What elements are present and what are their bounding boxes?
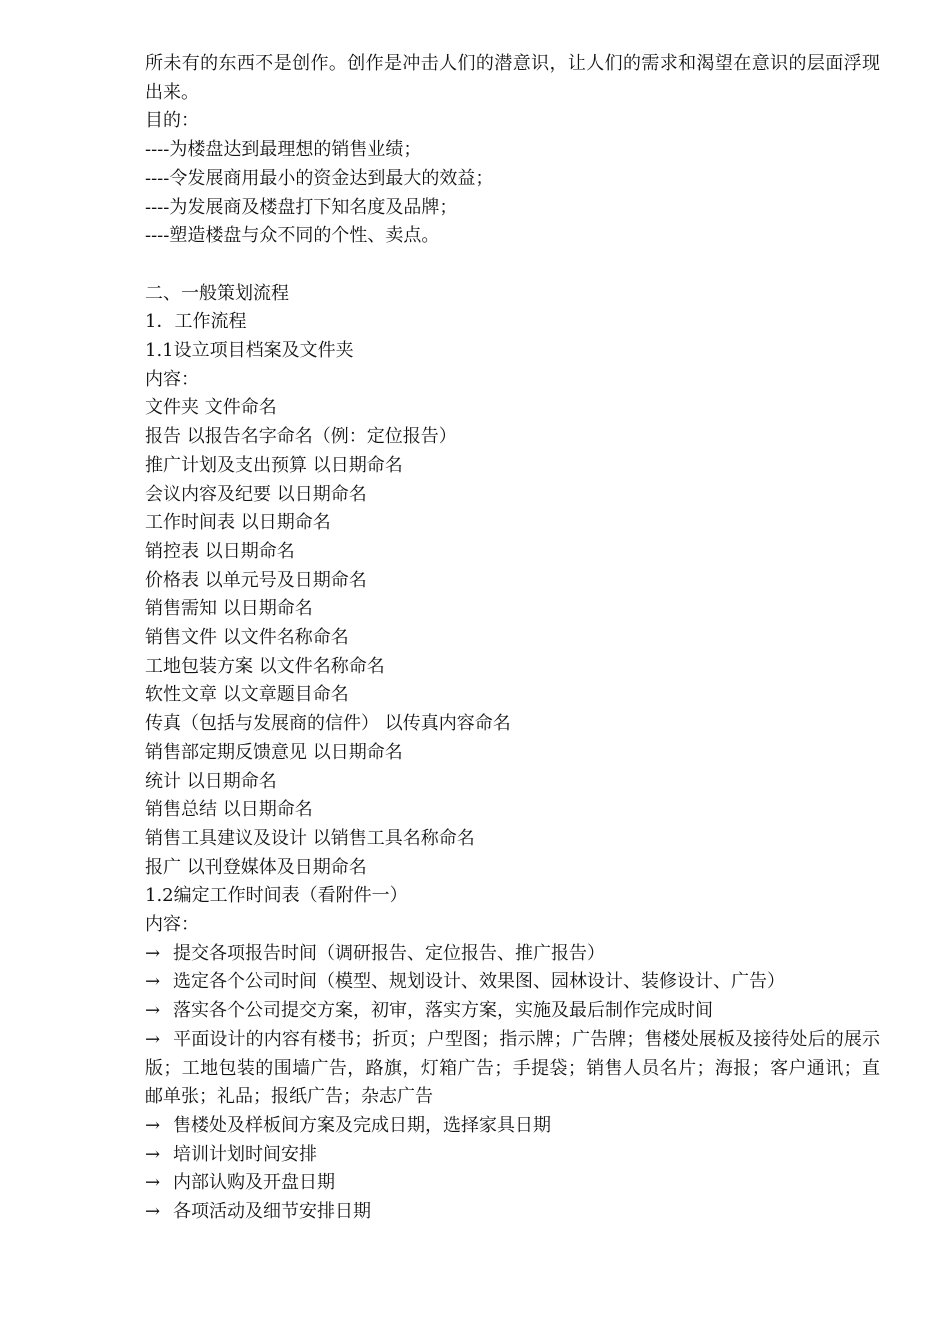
purpose-item: ----为楼盘达到最理想的销售业绩； [145, 139, 422, 161]
purpose-item: ----塑造楼盘与众不同的个性、卖点。 [145, 225, 440, 247]
schedule-item [145, 1169, 880, 1198]
file-naming-row: 销售总结 以日期命名 [145, 799, 313, 821]
intro-paragraph: 所未有的东西不是创作。创作是冲击人们的潜意识，让人们的需求和渴望在意识的层面浮现出来。 [145, 53, 880, 103]
document-page [145, 50, 880, 1227]
schedule-text: 售楼处及样板间方案及完成日期，选择家具日期 [173, 1115, 551, 1136]
file-naming-row: 销控表 以日期命名 [145, 540, 295, 562]
schedule-text: 培训计划时间安排 [173, 1143, 317, 1165]
file-naming-row: 统计 以日期命名 [145, 770, 277, 792]
arrow-icon: → [145, 1115, 161, 1136]
file-naming-row: 工作时间表 以日期命名 [145, 512, 331, 534]
file-naming-row: 会议内容及纪要 以日期命名 [145, 483, 367, 505]
file-naming-row: 价格表 以单元号及日期命名 [145, 569, 367, 591]
purpose-item: ----为发展商及楼盘打下知名度及品牌； [145, 196, 458, 218]
file-naming-row: 文件夹 文件命名 [145, 397, 277, 419]
schedule-text: 选定各个公司时间（模型、规划设计、效果图、园林设计、装修设计、广告） [173, 971, 785, 993]
schedule-text: 内部认购及开盘日期 [173, 1172, 335, 1194]
subsection-heading: 1.1设立项目档案及文件夹 [145, 340, 354, 362]
content-label: 内容： [145, 368, 199, 390]
subsection-heading: 1.2编定工作时间表（看附件一） [145, 885, 408, 907]
arrow-icon: → [145, 1201, 161, 1223]
schedule-item [145, 1112, 880, 1141]
blank-line [145, 251, 880, 280]
schedule-item [145, 1141, 880, 1170]
schedule-item [145, 968, 880, 997]
file-naming-row: 推广计划及支出预算 以日期命名 [145, 454, 403, 476]
schedule-text: 平面设计的内容有楼书；折页；户型图；指示牌；广告牌；售楼处展板及接待处后的展示版；工地包装的围墙广告，路旗，灯箱广告；手提袋；销售人员名片；海报；客户通讯；直邮单张；礼品；报纸广告；杂志广告 [145, 1028, 880, 1108]
file-naming-row: 工地包装方案 以文件名称命名 [145, 655, 385, 677]
schedule-item [145, 940, 880, 969]
arrow-icon: → [145, 1028, 161, 1050]
arrow-icon: → [145, 1000, 161, 1022]
purpose-item: ----令发展商用最小的资金达到最大的效益； [145, 167, 494, 189]
schedule-item [145, 1198, 880, 1227]
schedule-item [145, 1026, 880, 1112]
content-label: 内容： [145, 914, 199, 936]
file-naming-row: 传真（包括与发展商的信件） 以传真内容命名 [145, 713, 511, 735]
file-naming-row: 销售部定期反馈意见 以日期命名 [145, 741, 403, 763]
file-naming-row: 销售工具建议及设计 以销售工具名称命名 [145, 827, 475, 849]
arrow-icon: → [145, 1143, 161, 1165]
arrow-icon: → [145, 971, 161, 993]
file-naming-row: 报广 以刊登媒体及日期命名 [145, 856, 367, 878]
file-naming-row: 报告 以报告名字命名（例：定位报告） [145, 426, 457, 448]
subsection-heading: 1．工作流程 [145, 311, 247, 333]
purpose-label: 目的： [145, 110, 199, 132]
file-naming-row: 销售文件 以文件名称命名 [145, 627, 349, 649]
schedule-item [145, 997, 880, 1026]
schedule-text: 各项活动及细节安排日期 [173, 1201, 371, 1223]
arrow-icon: → [145, 942, 161, 964]
arrow-icon: → [145, 1172, 161, 1194]
file-naming-row: 软性文章 以文章题目命名 [145, 684, 349, 706]
schedule-text: 落实各个公司提交方案，初审，落实方案，实施及最后制作完成时间 [173, 1000, 713, 1022]
schedule-text: 提交各项报告时间（调研报告、定位报告、推广报告） [173, 942, 605, 964]
file-naming-row: 销售需知 以日期命名 [145, 598, 313, 620]
section-heading: 二、一般策划流程 [145, 282, 289, 304]
